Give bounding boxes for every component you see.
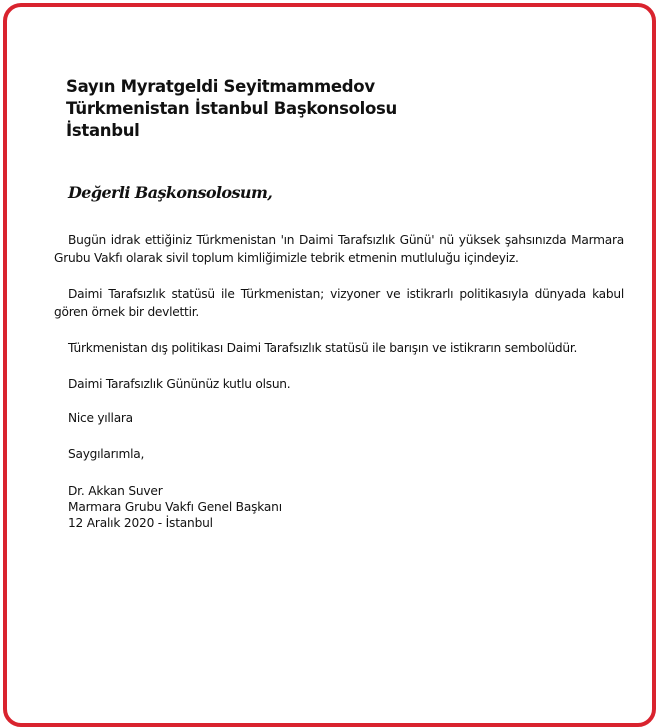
paragraph-celebration: Daimi Tarafsızlık Gününüz kutlu olsun. [68,377,291,391]
closing: Saygılarımla, [68,447,145,461]
signature-name: Dr. Akkan Suver [68,484,163,498]
addressee-city: İstanbul [66,121,140,140]
addressee-name: Sayın Myratgeldi Seyitmammedov [66,77,375,96]
signature-date-place: 12 Aralık 2020 - İstanbul [68,516,213,530]
paragraph-policy: Türkmenistan dış politikası Daimi Tarafsızlık statüsü ile barışın ve istikrarın sembolüdür. [68,341,578,355]
addressee-block [66,76,397,142]
salutation: Değerli Başkonsolosum, [68,183,273,202]
addressee-title: Türkmenistan İstanbul Başkonsolosu [66,99,398,118]
signature-position: Marmara Grubu Vakfı Genel Başkanı [68,500,282,514]
paragraph-wishes: Nice yıllara [68,411,133,425]
signature-block [68,483,282,531]
paragraph-greeting: Bugün idrak ettiğiniz Türkmenistan 'ın Daimi Tarafsızlık Günü' nü yüksek şahsınızda Marmara Grubu Vakfı olarak sivil toplum kimliğimizle tebrik etmenin mutluluğu içindeyiz. [54,233,624,265]
paragraph-status: Daimi Tarafsızlık statüsü ile Türkmenistan; vizyoner ve istikrarlı politikasıyla dünyada kabul gören örnek bir devlettir. [54,287,624,319]
